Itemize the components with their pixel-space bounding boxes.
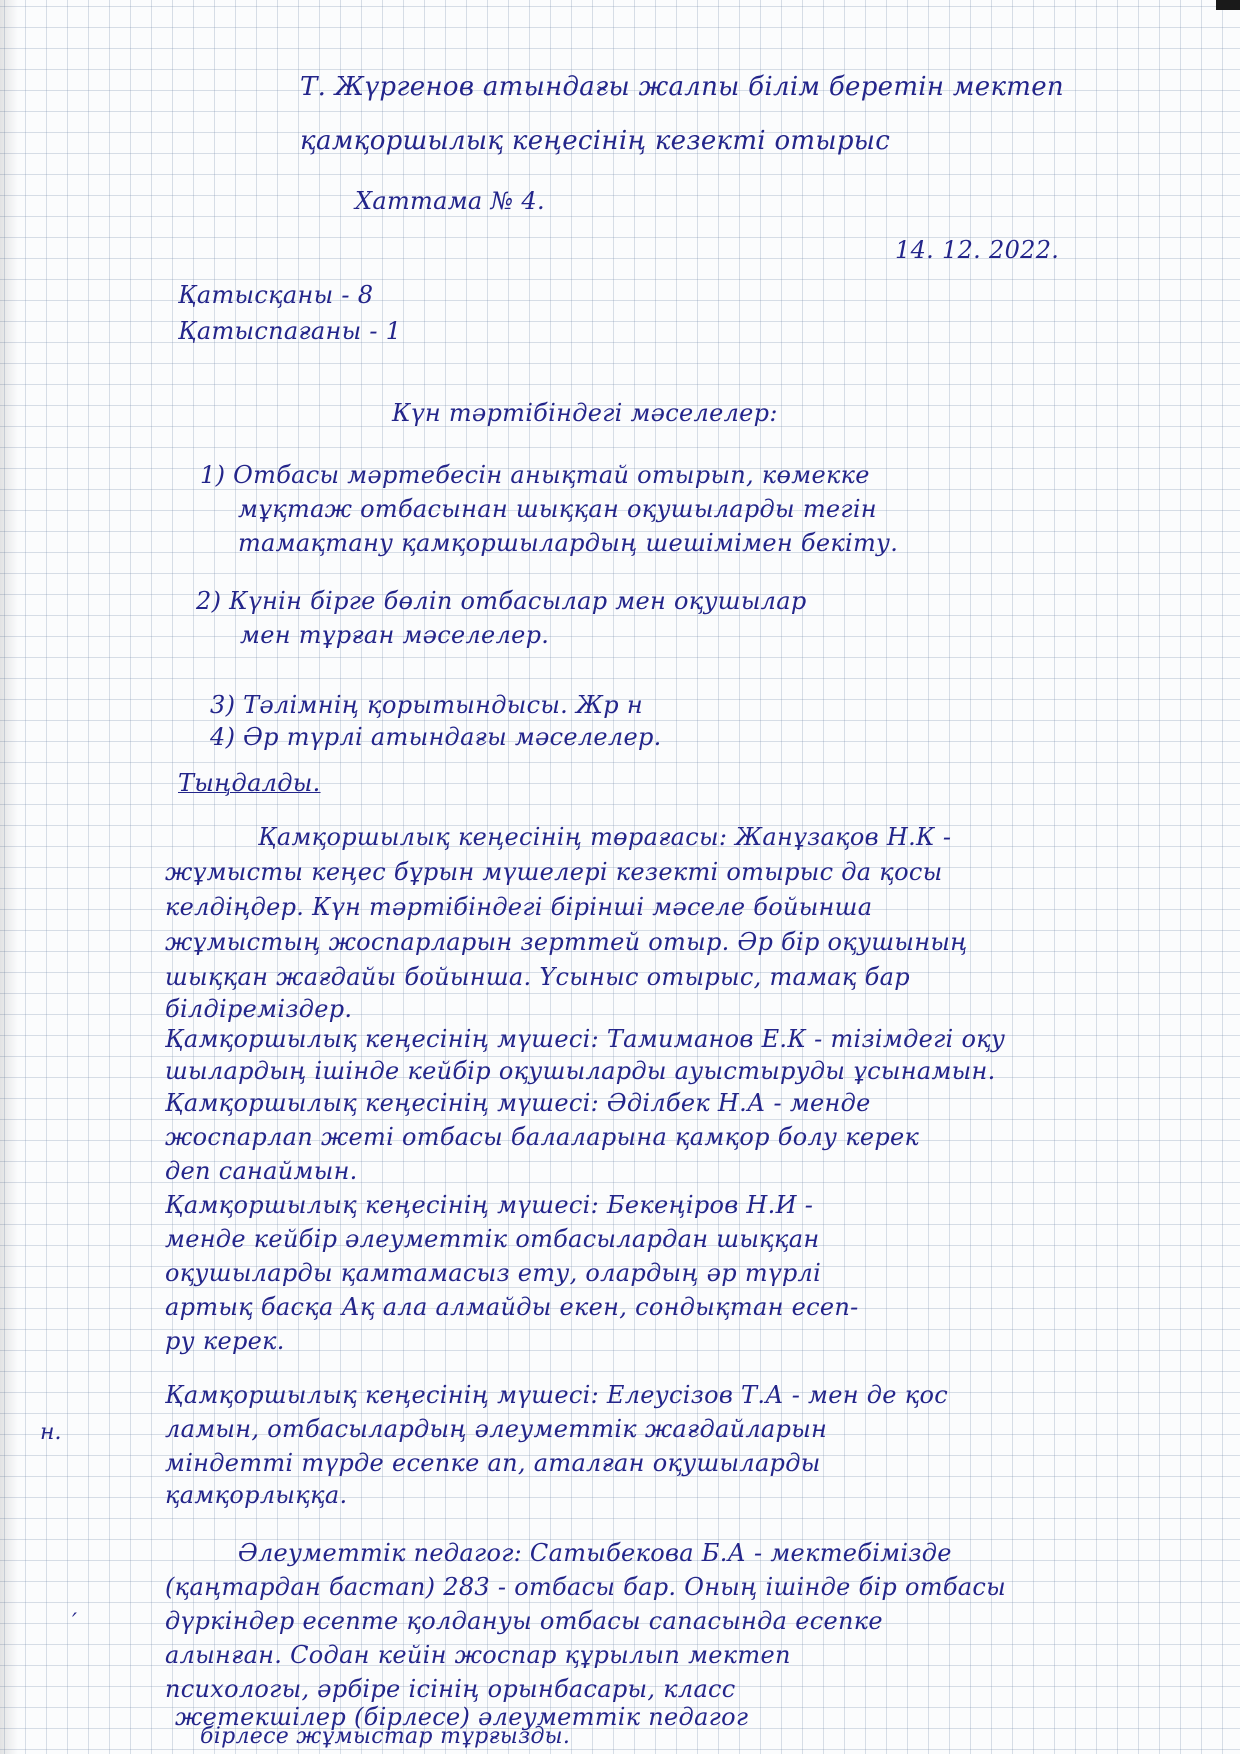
body-line: бірлесе жұмыстар тұрғызды. bbox=[200, 1724, 571, 1749]
body-line: ламын, отбасылардың әлеуметтік жағдайларын bbox=[165, 1415, 828, 1443]
margin-mark: н. bbox=[40, 1420, 62, 1445]
page-edge-shadow bbox=[0, 0, 18, 1754]
body-line: қамқорлыққа. bbox=[165, 1481, 348, 1509]
attendance-absent: Қатыспағаны - 1 bbox=[178, 317, 402, 345]
body-line: деп санаймын. bbox=[165, 1157, 358, 1185]
body-line: психологы, әрбіре ісінің орынбасары, класс bbox=[165, 1675, 736, 1703]
body-line: дүркіндер есепте қолдануы отбасы сапасында есепке bbox=[165, 1607, 883, 1635]
body-line: менде кейбір әлеуметтік отбасылардан шыққан bbox=[165, 1225, 820, 1253]
body-line: Қамқоршылық кеңесінің төрағасы: Жанұзақов Н.К - bbox=[258, 823, 952, 851]
body-line: міндетті түрде есепке ап, аталған оқушыларды bbox=[165, 1449, 821, 1477]
body-line: алынған. Содан кейін жоспар құрылып мектеп bbox=[165, 1641, 791, 1669]
agenda-line: тамақтану қамқоршылардың шешімімен бекіту. bbox=[238, 529, 899, 557]
body-line: Қамқоршылық кеңесінің мүшесі: Елеусізов Т.А - мен де қос bbox=[165, 1381, 949, 1409]
agenda-line: мұқтаж отбасынан шыққан оқушыларды тегін bbox=[238, 495, 877, 523]
body-line: шыққан жағдайы бойынша. Үсыныс отырыс, тамақ бар bbox=[165, 963, 910, 991]
body-line: білдіреміздер. bbox=[165, 995, 353, 1023]
heard-label: Тыңдалды. bbox=[178, 769, 321, 797]
body-line: ру керек. bbox=[165, 1327, 285, 1355]
protocol-number: Хаттама № 4. bbox=[355, 187, 545, 215]
agenda-line: 4) Әр түрлі атындағы мәселелер. bbox=[210, 723, 662, 751]
body-line: жетекшілер (бірлесе) әлеуметтік педагог bbox=[175, 1703, 749, 1731]
body-line: артық басқа Ақ ала алмайды екен, сондықтан есеп- bbox=[165, 1293, 859, 1321]
document-date: 14. 12. 2022. bbox=[895, 236, 1060, 264]
body-line: оқушыларды қамтамасыз ету, олардың әр түрлі bbox=[165, 1259, 822, 1287]
body-line: келдіңдер. Күн тәртібіндегі бірінші мәселе бойынша bbox=[165, 893, 873, 921]
body-line: Қамқоршылық кеңесінің мүшесі: Бекеңіров Н.И - bbox=[165, 1191, 814, 1219]
body-line: Әлеуметтік педагог: Сатыбекова Б.А - мектебімізде bbox=[238, 1539, 952, 1567]
agenda-line: мен тұрған мәселелер. bbox=[240, 621, 550, 649]
body-line: жоспарлап жеті отбасы балаларына қамқор болу керек bbox=[165, 1123, 920, 1151]
attendance-present: Қатысқаны - 8 bbox=[178, 281, 374, 309]
agenda-line: 1) Отбасы мәртебесін анықтай отырып, көмекке bbox=[200, 461, 870, 489]
document-title-line1: Т. Жүргенов атындағы жалпы білім беретін мектеп bbox=[300, 72, 1064, 102]
document-title-line2: қамқоршылық кеңесінің кезекті отырыс bbox=[300, 126, 891, 156]
agenda-line: 2) Күнін бірге бөліп отбасылар мен оқушылар bbox=[196, 587, 807, 615]
body-line: Қамқоршылық кеңесінің мүшесі: Тамиманов Е.К - тізімдегі оқу bbox=[165, 1025, 1006, 1053]
agenda-title: Күн тәртібіндегі мәселелер: bbox=[392, 399, 778, 427]
margin-mark: ′ bbox=[72, 1610, 77, 1635]
body-line: жұмыстың жоспарларын зерттей отыр. Әр бір оқушының bbox=[165, 928, 968, 956]
body-line: шылардың ішінде кейбір оқушыларды ауыстыруды ұсынамын. bbox=[165, 1057, 996, 1085]
agenda-line: 3) Тәлімнің қорытындысы. Жр н bbox=[210, 691, 643, 719]
body-line: Қамқоршылық кеңесінің мүшесі: Әділбек Н.А - менде bbox=[165, 1089, 871, 1117]
body-line: (қаңтардан бастап) 283 - отбасы бар. Оның ішінде бір отбасы bbox=[165, 1573, 1006, 1601]
body-line: жұмысты кеңес бұрын мүшелері кезекті отырыс да қосы bbox=[165, 858, 943, 886]
corner-mark bbox=[1216, 0, 1240, 10]
